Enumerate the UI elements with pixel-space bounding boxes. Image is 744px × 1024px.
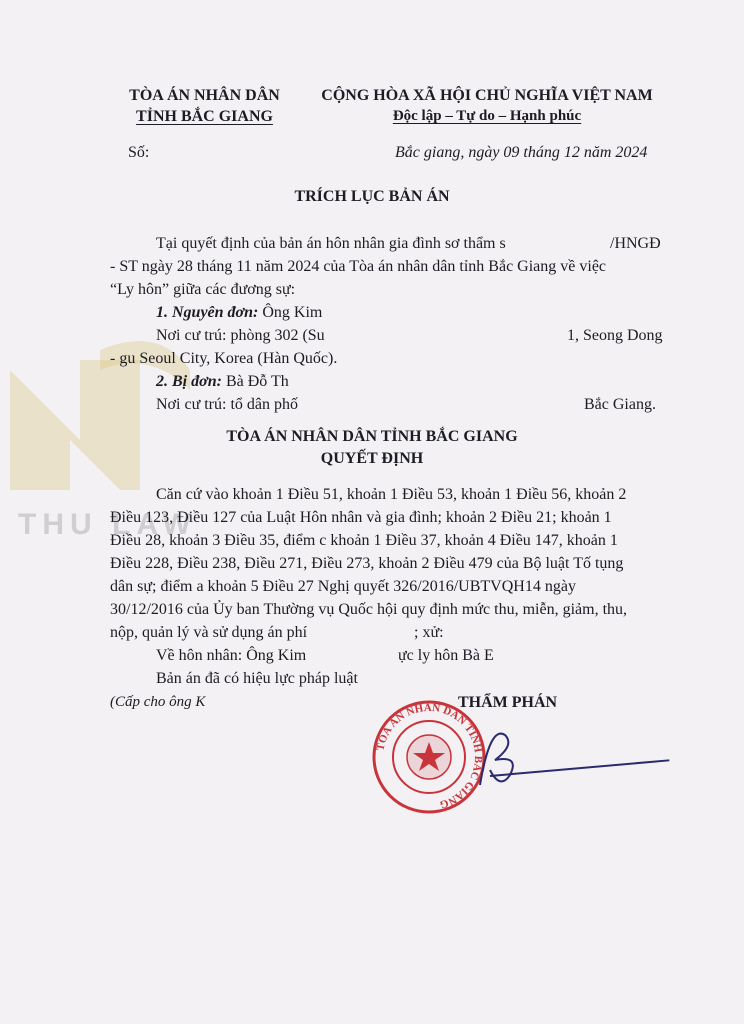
marriage-line-a: Về hôn nhân: Ông Kim: [156, 647, 307, 664]
basis-tail: ; xử:: [414, 624, 444, 641]
signature-mark-icon: [470, 715, 530, 795]
defendant-residence-a: Nơi cư trú: tổ dân phố: [156, 396, 298, 413]
decision-heading: QUYẾT ĐỊNH: [320, 450, 424, 467]
decision-court-name: TÒA ÁN NHÂN DÂN TỈNH BẮC GIANG: [226, 428, 518, 445]
nation-title: CỘNG HÒA XÃ HỘI CHỦ NGHĨA VIỆT NAM: [321, 87, 653, 104]
plaintiff-label: 1. Nguyên đơn:: [156, 304, 259, 321]
basis-line-4: Điều 228, Điều 238, Điều 271, Điều 273, khoản 2 Điều 479 của Bộ luật Tố tụng: [110, 555, 624, 572]
intro-line1a: Tại quyết định của bản án hôn nhân gia đình sơ thẩm s: [156, 235, 506, 252]
document-title: TRÍCH LỤC BẢN ÁN: [294, 188, 450, 205]
basis-line-3: Điều 28, khoản 3 Điều 35, điểm c khoản 1 Điều 37, khoản 4 Điều 147, khoản 1: [110, 532, 618, 549]
court-name-line2: TỈNH BẮC GIANG: [136, 108, 273, 125]
plaintiff-residence-a: Nơi cư trú: phòng 302 (Su: [156, 327, 325, 344]
marriage-line-b: ực ly hôn Bà E: [398, 647, 494, 664]
issue-date: Bắc giang, ngày 09 tháng 12 năm 2024: [395, 144, 648, 161]
effect-line: Bản án đã có hiệu lực pháp luật: [156, 670, 358, 687]
defendant-label: 2. Bị đơn:: [156, 373, 222, 390]
watermark-text: THU LAW: [18, 508, 197, 541]
plaintiff-residence-c: - gu Seoul City, Korea (Hàn Quốc).: [110, 350, 338, 367]
signature-title: THẨM PHÁN: [458, 694, 558, 711]
intro-line2: - ST ngày 28 tháng 11 năm 2024 của Tòa án nhân dân tỉnh Bắc Giang về việc: [110, 258, 607, 275]
defendant-residence-b: Bắc Giang.: [584, 396, 656, 413]
basis-line-1: Căn cứ vào khoản 1 Điều 51, khoản 1 Điều 53, khoản 1 Điều 56, khoản 2: [156, 486, 627, 503]
motto: Độc lập – Tự do – Hạnh phúc: [392, 108, 582, 124]
court-name-line1: TÒA ÁN NHÂN DÂN: [129, 87, 280, 104]
seal-text: TÒA ÁN NHÂN DÂN TỈNH BẮC GIANG: [374, 701, 485, 811]
plaintiff-residence-b: 1, Seong Dong: [567, 327, 663, 344]
basis-line-5: dân sự; điểm a khoản 5 Điều 27 Nghị quyết 326/2016/UBTVQH14 ngày: [110, 578, 576, 595]
document-number-label: Số:: [128, 144, 150, 161]
basis-line-7: nộp, quản lý và sử dụng án phí: [110, 624, 308, 641]
intro-line3: “Ly hôn” giữa các đương sự:: [110, 281, 296, 298]
intro-line1b: /HNGĐ: [610, 235, 661, 252]
basis-line-6: 30/12/2016 của Ủy ban Thường vụ Quốc hội quy định mức thu, miễn, giảm, thu,: [110, 601, 628, 618]
basis-line-2: Điều 123, Điều 127 của Luật Hôn nhân và gia đình; khoản 2 Điều 21; khoản 1: [110, 509, 612, 526]
copy-note: (Cấp cho ông K: [110, 694, 206, 710]
plaintiff-name: Ông Kim: [262, 304, 323, 321]
defendant-name: Bà Đỗ Th: [225, 373, 289, 390]
